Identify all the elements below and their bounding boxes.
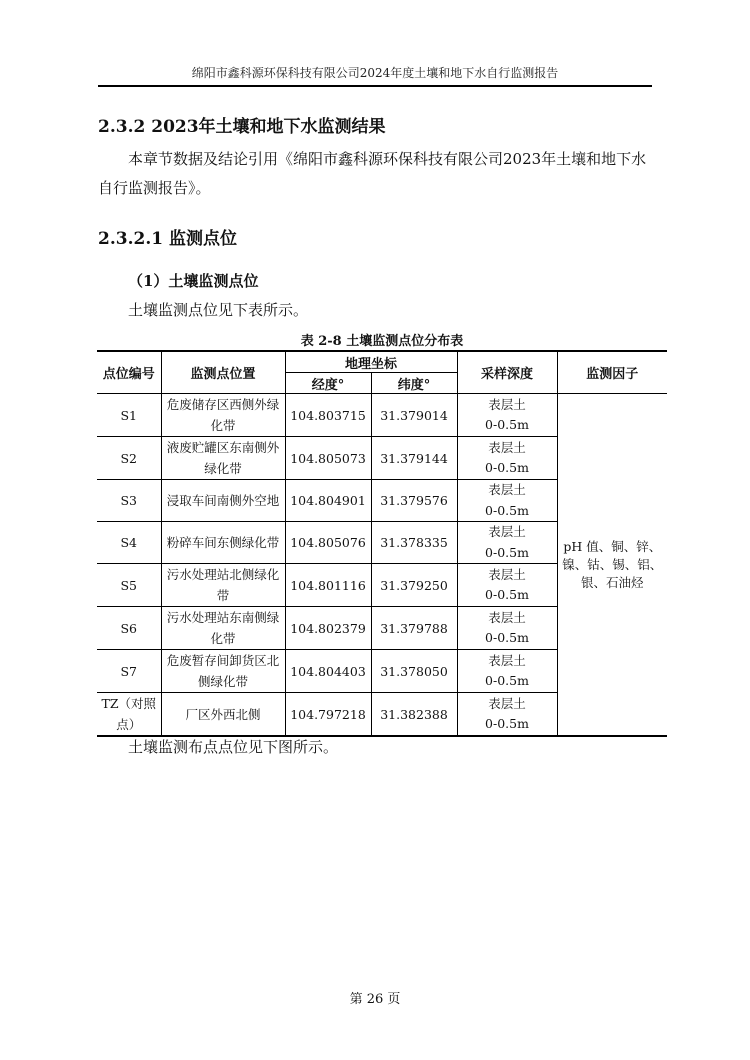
point-id: S3 [97,480,161,522]
point-location: 液废贮罐区东南侧外绿化带 [161,437,285,480]
point-location: 污水处理站东南侧绿化带 [161,607,285,650]
point-depth: 表层土 0-0.5m [457,437,557,480]
point-latitude: 31.379144 [371,437,457,480]
point-location: 粉碎车间东侧绿化带 [161,522,285,564]
point-latitude: 31.379014 [371,394,457,437]
point-latitude: 31.379576 [371,480,457,522]
point-location: 浸取车间南侧外空地 [161,480,285,522]
header-depth: 采样深度 [457,351,557,394]
point-latitude: 31.379788 [371,607,457,650]
point-depth: 表层土 0-0.5m [457,650,557,693]
figure-intro-paragraph: 土壤监测布点点位见下图所示。 [128,738,339,756]
point-id: S1 [97,394,161,437]
header-location: 监测点位置 [161,351,285,394]
point-longitude: 104.797218 [285,693,371,737]
page-number: 第 26 页 [349,992,401,1007]
header-factors: 监测因子 [557,351,667,394]
point-depth: 表层土 0-0.5m [457,607,557,650]
intro-paragraph: 本章节数据及结论引用《绵阳市鑫科源环保科技有限公司2023年土壤和地下水自行监测报告》。 [98,150,647,197]
point-location: 危废暂存间卸货区北侧绿化带 [161,650,285,693]
point-latitude: 31.379250 [371,564,457,607]
point-depth: 表层土 0-0.5m [457,480,557,522]
point-longitude: 104.803715 [285,394,371,437]
point-id: TZ（对照点） [97,693,161,737]
header-longitude: 经度° [285,373,371,394]
point-depth: 表层土 0-0.5m [457,522,557,564]
point-location: 厂区外西北侧 [161,693,285,737]
subsection-heading: 2.3.2.1 监测点位 [98,229,237,249]
point-longitude: 104.804901 [285,480,371,522]
table-intro-paragraph: 土壤监测点位见下表所示。 [128,301,309,319]
point-longitude: 104.805073 [285,437,371,480]
soil-monitoring-table [97,350,667,737]
point-longitude: 104.801116 [285,564,371,607]
point-id: S2 [97,437,161,480]
section-heading: 2.3.2 2023年土壤和地下水监测结果 [98,117,386,137]
point-depth: 表层土 0-0.5m [457,564,557,607]
point-latitude: 31.378050 [371,650,457,693]
point-longitude: 104.804403 [285,650,371,693]
point-location: 污水处理站北侧绿化带 [161,564,285,607]
header-coordinates: 地理坐标 [285,351,457,373]
point-id: S5 [97,564,161,607]
point-depth: 表层土 0-0.5m [457,693,557,737]
table-caption: 表 2-8 土壤监测点位分布表 [300,334,464,349]
page-header: 绵阳市鑫科源环保科技有限公司2024年度土壤和地下水自行监测报告 [98,64,652,87]
monitoring-factors: pH 值、铜、锌、镍、钴、锡、铝、银、石油烃 [557,394,667,737]
table-row [97,394,667,437]
point-depth: 表层土 0-0.5m [457,394,557,437]
point-id: S6 [97,607,161,650]
point-id: S7 [97,650,161,693]
point-latitude: 31.382388 [371,693,457,737]
point-id: S4 [97,522,161,564]
header-point-id: 点位编号 [97,351,161,394]
point-latitude: 31.378335 [371,522,457,564]
point-longitude: 104.805076 [285,522,371,564]
soil-points-heading: （1）土壤监测点位 [128,272,259,290]
point-location: 危废储存区西侧外绿化带 [161,394,285,437]
header-latitude: 纬度° [371,373,457,394]
point-longitude: 104.802379 [285,607,371,650]
